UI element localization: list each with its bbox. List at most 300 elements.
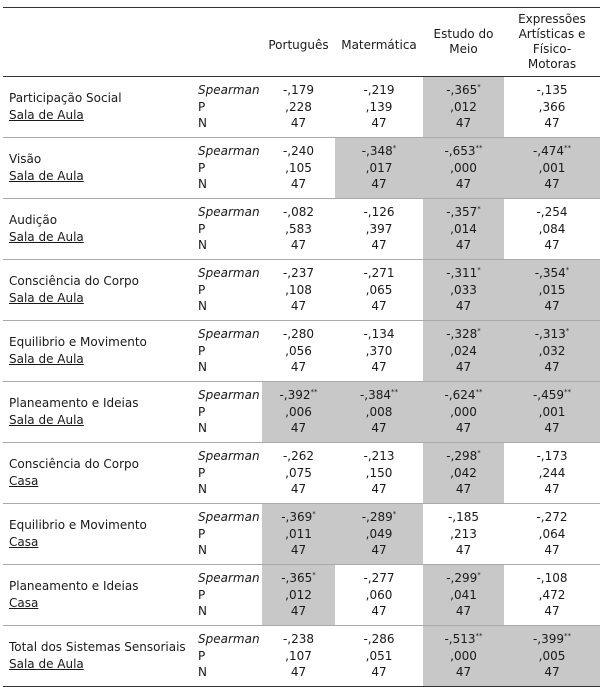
- n-value: 47: [455, 238, 472, 253]
- stat-labels: [196, 138, 262, 199]
- value-cell: [504, 443, 600, 504]
- header-row: [3, 8, 600, 77]
- correlation-table: [3, 7, 600, 687]
- n-value: 47: [290, 360, 307, 375]
- spearman-value: [335, 570, 423, 587]
- value-cell: [423, 626, 504, 687]
- spearman-r: -,298: [446, 449, 478, 464]
- value-cell: [262, 626, 335, 687]
- n-value: 47: [544, 482, 560, 497]
- n-value: 47: [544, 238, 560, 253]
- n-value: 47: [455, 177, 472, 192]
- p-value: ,049: [365, 526, 393, 541]
- p-value: ,005: [538, 648, 566, 663]
- row-label: [3, 626, 196, 687]
- p-value: ,008: [365, 404, 393, 419]
- spearman-r: -,135: [536, 83, 568, 98]
- value-cell: [423, 321, 504, 382]
- stat-label-n: N: [198, 665, 207, 680]
- significance-marker: *: [312, 510, 316, 519]
- header-stat-empty: [196, 8, 262, 77]
- p-value: ,033: [450, 282, 477, 297]
- table-row: [3, 199, 600, 260]
- table-row: [3, 260, 600, 321]
- p-value: ,105: [285, 160, 312, 175]
- significance-marker: *: [477, 571, 481, 580]
- n-value: 47: [371, 482, 387, 497]
- p-value: ,244: [538, 465, 566, 480]
- p-value: ,366: [538, 99, 566, 114]
- row-label: [3, 321, 196, 382]
- spearman-value: [262, 570, 335, 587]
- spearman-r: -,126: [363, 205, 395, 220]
- significance-marker: **: [564, 632, 572, 641]
- value-cell: [335, 77, 423, 138]
- table-body: [3, 77, 600, 687]
- p-value: ,000: [450, 404, 477, 419]
- stat-label-p: P: [198, 526, 206, 541]
- spearman-value: [335, 82, 423, 99]
- spearman-r: -,271: [363, 266, 395, 281]
- n-value: 47: [290, 482, 307, 497]
- stat-labels: [196, 77, 262, 138]
- significance-marker: **: [564, 388, 572, 397]
- spearman-value: [335, 631, 423, 648]
- spearman-r: -,384: [359, 388, 392, 403]
- p-value: ,060: [365, 587, 393, 602]
- stat-label-spearman: Spearman: [198, 327, 260, 342]
- spearman-value: [504, 204, 600, 221]
- p-value: ,397: [365, 221, 393, 236]
- value-cell: [262, 260, 335, 321]
- stat-labels: [196, 443, 262, 504]
- row-label-context: Sala de Aula: [9, 413, 84, 427]
- p-value: ,228: [285, 99, 312, 114]
- n-value: 47: [290, 238, 307, 253]
- table-row: [3, 565, 600, 626]
- stat-labels: [196, 321, 262, 382]
- row-label: [3, 138, 196, 199]
- value-cell: [262, 321, 335, 382]
- spearman-value: [504, 143, 600, 160]
- value-cell: [423, 77, 504, 138]
- p-value: ,051: [365, 648, 393, 663]
- n-value: 47: [371, 177, 387, 192]
- spearman-value: [335, 448, 423, 465]
- p-value: ,001: [538, 160, 566, 175]
- p-value: ,107: [285, 648, 312, 663]
- spearman-r: -,219: [363, 83, 395, 98]
- row-label: [3, 199, 196, 260]
- p-value: ,042: [450, 465, 477, 480]
- row-label: [3, 77, 196, 138]
- row-label-context: Sala de Aula: [9, 352, 84, 366]
- spearman-r: -,653: [444, 144, 476, 159]
- n-value: 47: [371, 665, 387, 680]
- header-col-0: Português: [262, 8, 335, 77]
- spearman-value: [423, 143, 504, 160]
- significance-marker: *: [565, 327, 570, 336]
- table-row: [3, 321, 600, 382]
- n-value: 47: [371, 360, 387, 375]
- spearman-r: -,354: [534, 266, 566, 281]
- spearman-r: -,134: [363, 327, 395, 342]
- row-label-context: Sala de Aula: [9, 169, 84, 183]
- p-value: ,075: [285, 465, 312, 480]
- stat-label-spearman: Spearman: [198, 388, 260, 403]
- spearman-r: -,237: [282, 266, 315, 281]
- stat-label-n: N: [198, 238, 207, 253]
- spearman-r: -,108: [536, 571, 568, 586]
- spearman-value: [262, 265, 335, 282]
- value-cell: [504, 321, 600, 382]
- stat-label-p: P: [198, 404, 206, 419]
- spearman-r: -,311: [446, 266, 478, 281]
- spearman-r: -,082: [282, 205, 315, 220]
- n-value: 47: [290, 421, 307, 436]
- row-label-context: Casa: [9, 596, 39, 610]
- stat-label-spearman: Spearman: [198, 571, 260, 586]
- value-cell: [262, 199, 335, 260]
- value-cell: [262, 565, 335, 626]
- value-cell: [504, 626, 600, 687]
- value-cell: [423, 504, 504, 565]
- row-label: [3, 443, 196, 504]
- row-label: [3, 565, 196, 626]
- spearman-r: -,299: [446, 571, 478, 586]
- row-label-main: Consciência do Corpo: [9, 274, 139, 288]
- n-value: 47: [371, 543, 387, 558]
- row-label-main: Participação Social: [9, 91, 122, 105]
- spearman-value: [335, 265, 423, 282]
- row-label-context: Casa: [9, 535, 39, 549]
- p-value: ,150: [365, 465, 393, 480]
- spearman-r: -,328: [446, 327, 478, 342]
- spearman-value: [504, 326, 600, 343]
- spearman-r: -,185: [447, 510, 480, 525]
- spearman-value: [423, 387, 504, 404]
- spearman-r: -,624: [444, 388, 476, 403]
- p-value: ,064: [538, 526, 566, 541]
- value-cell: [423, 382, 504, 443]
- value-cell: [262, 382, 335, 443]
- spearman-value: [335, 509, 423, 526]
- stat-label-spearman: Spearman: [198, 205, 260, 220]
- spearman-value: [504, 387, 600, 404]
- spearman-value: [423, 82, 504, 99]
- stat-labels: [196, 626, 262, 687]
- value-cell: [423, 138, 504, 199]
- row-label-context: Sala de Aula: [9, 230, 84, 244]
- stat-label-p: P: [198, 160, 206, 175]
- table-row: [3, 382, 600, 443]
- spearman-value: [504, 509, 600, 526]
- stat-label-n: N: [198, 604, 207, 619]
- p-value: ,108: [285, 282, 312, 297]
- spearman-value: [423, 204, 504, 221]
- p-value: ,000: [450, 648, 477, 663]
- n-value: 47: [544, 604, 560, 619]
- n-value: 47: [290, 604, 307, 619]
- spearman-value: [504, 570, 600, 587]
- table-row: [3, 77, 600, 138]
- significance-marker: **: [475, 388, 483, 397]
- header-col-2: Estudo do Meio: [423, 8, 504, 77]
- value-cell: [504, 382, 600, 443]
- spearman-value: [262, 631, 335, 648]
- significance-marker: *: [565, 266, 570, 275]
- p-value: ,012: [450, 99, 477, 114]
- p-value: ,000: [450, 160, 477, 175]
- stat-label-spearman: Spearman: [198, 510, 260, 525]
- spearman-r: -,289: [361, 510, 393, 525]
- row-label-main: Consciência do Corpo: [9, 457, 139, 471]
- value-cell: [335, 199, 423, 260]
- stat-label-spearman: Spearman: [198, 83, 260, 98]
- n-value: 47: [290, 543, 307, 558]
- p-value: ,001: [538, 404, 566, 419]
- spearman-value: [262, 204, 335, 221]
- stat-label-p: P: [198, 99, 206, 114]
- row-label-main: Planeamento e Ideias: [9, 396, 139, 410]
- n-value: 47: [544, 360, 560, 375]
- n-value: 47: [290, 299, 307, 314]
- p-value: ,015: [538, 282, 566, 297]
- spearman-r: -,280: [282, 327, 315, 342]
- value-cell: [335, 504, 423, 565]
- n-value: 47: [544, 543, 560, 558]
- n-value: 47: [290, 177, 307, 192]
- n-value: 47: [544, 177, 560, 192]
- spearman-r: -,369: [281, 510, 313, 525]
- stat-label-p: P: [198, 343, 206, 358]
- stat-labels: [196, 260, 262, 321]
- stat-label-p: P: [198, 648, 206, 663]
- value-cell: [262, 443, 335, 504]
- spearman-r: -,513: [444, 632, 476, 647]
- n-value: 47: [455, 482, 472, 497]
- header-col-3: Expressões Artísticas e Físico-Motoras: [504, 8, 600, 77]
- spearman-r: -,173: [536, 449, 568, 464]
- stat-label-spearman: Spearman: [198, 632, 260, 647]
- p-value: ,006: [285, 404, 312, 419]
- value-cell: [262, 504, 335, 565]
- spearman-r: -,286: [363, 632, 395, 647]
- p-value: ,041: [450, 587, 477, 602]
- n-value: 47: [455, 604, 472, 619]
- value-cell: [504, 77, 600, 138]
- value-cell: [335, 138, 423, 199]
- stat-label-n: N: [198, 177, 207, 192]
- spearman-value: [504, 265, 600, 282]
- spearman-r: -,365: [446, 83, 478, 98]
- n-value: 47: [290, 665, 307, 680]
- value-cell: [335, 565, 423, 626]
- spearman-value: [423, 326, 504, 343]
- p-value: ,472: [538, 587, 566, 602]
- table-row: [3, 504, 600, 565]
- spearman-r: -,357: [446, 205, 478, 220]
- spearman-r: -,348: [361, 144, 393, 159]
- spearman-value: [423, 265, 504, 282]
- significance-marker: *: [477, 449, 481, 458]
- stat-label-n: N: [198, 421, 207, 436]
- p-value: ,012: [285, 587, 312, 602]
- spearman-r: -,313: [534, 327, 566, 342]
- spearman-value: [335, 143, 423, 160]
- spearman-r: -,254: [536, 205, 568, 220]
- p-value: ,024: [450, 343, 477, 358]
- spearman-r: -,213: [363, 449, 395, 464]
- row-label-main: Equilibrio e Movimento: [9, 335, 147, 349]
- spearman-value: [423, 509, 504, 526]
- row-label-main: Total dos Sistemas Sensoriais: [9, 640, 186, 654]
- spearman-r: -,238: [282, 632, 315, 647]
- row-label-main: Visão: [9, 152, 42, 166]
- p-value: ,139: [365, 99, 393, 114]
- p-value: ,014: [450, 221, 477, 236]
- header-col-1: Matermática: [335, 8, 423, 77]
- spearman-r: -,399: [532, 632, 565, 647]
- significance-marker: **: [475, 144, 483, 153]
- value-cell: [423, 260, 504, 321]
- n-value: 47: [544, 665, 560, 680]
- spearman-r: -,179: [282, 83, 315, 98]
- stat-label-p: P: [198, 221, 206, 236]
- p-value: ,084: [538, 221, 566, 236]
- value-cell: [335, 382, 423, 443]
- stat-label-n: N: [198, 543, 207, 558]
- spearman-value: [262, 448, 335, 465]
- n-value: 47: [290, 116, 307, 131]
- significance-marker: **: [391, 388, 399, 397]
- spearman-value: [423, 448, 504, 465]
- spearman-value: [262, 509, 335, 526]
- n-value: 47: [371, 116, 387, 131]
- row-label-main: Planeamento e Ideias: [9, 579, 139, 593]
- significance-marker: *: [312, 571, 316, 580]
- p-value: ,056: [285, 343, 312, 358]
- n-value: 47: [455, 665, 472, 680]
- n-value: 47: [371, 299, 387, 314]
- row-label-context: Casa: [9, 474, 39, 488]
- row-label-context: Sala de Aula: [9, 291, 84, 305]
- stat-labels: [196, 199, 262, 260]
- p-value: ,017: [365, 160, 393, 175]
- p-value: ,213: [450, 526, 477, 541]
- row-label-context: Sala de Aula: [9, 108, 84, 122]
- value-cell: [423, 443, 504, 504]
- stat-labels: [196, 504, 262, 565]
- stat-label-spearman: Spearman: [198, 266, 260, 281]
- spearman-value: [504, 82, 600, 99]
- significance-marker: *: [477, 205, 481, 214]
- n-value: 47: [455, 116, 472, 131]
- spearman-value: [423, 631, 504, 648]
- significance-marker: **: [564, 144, 572, 153]
- n-value: 47: [371, 238, 387, 253]
- spearman-r: -,392: [279, 388, 311, 403]
- spearman-value: [335, 326, 423, 343]
- row-label-context: Sala de Aula: [9, 657, 84, 671]
- value-cell: [423, 565, 504, 626]
- value-cell: [423, 199, 504, 260]
- spearman-r: -,474: [532, 144, 565, 159]
- stat-labels: [196, 565, 262, 626]
- n-value: 47: [544, 299, 560, 314]
- header-empty: [3, 8, 196, 77]
- spearman-r: -,240: [282, 144, 315, 159]
- n-value: 47: [371, 604, 387, 619]
- value-cell: [335, 260, 423, 321]
- stat-label-n: N: [198, 299, 207, 314]
- spearman-r: -,272: [536, 510, 568, 525]
- value-cell: [504, 260, 600, 321]
- spearman-value: [504, 448, 600, 465]
- stat-label-n: N: [198, 360, 207, 375]
- table-row: [3, 138, 600, 199]
- stat-label-spearman: Spearman: [198, 144, 260, 159]
- value-cell: [504, 199, 600, 260]
- p-value: ,032: [538, 343, 566, 358]
- p-value: ,065: [365, 282, 393, 297]
- spearman-r: -,277: [363, 571, 395, 586]
- p-value: ,370: [365, 343, 393, 358]
- spearman-value: [262, 387, 335, 404]
- value-cell: [262, 77, 335, 138]
- significance-marker: *: [477, 266, 481, 275]
- spearman-value: [335, 204, 423, 221]
- stat-label-p: P: [198, 587, 206, 602]
- spearman-r: -,459: [532, 388, 565, 403]
- row-label: [3, 504, 196, 565]
- spearman-value: [423, 570, 504, 587]
- stat-label-p: P: [198, 282, 206, 297]
- stat-label-n: N: [198, 482, 207, 497]
- value-cell: [504, 504, 600, 565]
- spearman-value: [262, 82, 335, 99]
- significance-marker: *: [477, 327, 481, 336]
- row-label-main: Audição: [9, 213, 58, 227]
- value-cell: [335, 626, 423, 687]
- spearman-r: -,262: [282, 449, 315, 464]
- table-row: [3, 626, 600, 687]
- stat-label-n: N: [198, 116, 207, 131]
- value-cell: [504, 565, 600, 626]
- n-value: 47: [455, 543, 472, 558]
- spearman-value: [335, 387, 423, 404]
- significance-marker: *: [392, 144, 397, 153]
- spearman-value: [262, 143, 335, 160]
- n-value: 47: [371, 421, 387, 436]
- stat-labels: [196, 382, 262, 443]
- stat-label-spearman: Spearman: [198, 449, 260, 464]
- p-value: ,011: [285, 526, 312, 541]
- value-cell: [504, 138, 600, 199]
- row-label: [3, 382, 196, 443]
- n-value: 47: [455, 360, 472, 375]
- significance-marker: **: [310, 388, 318, 397]
- n-value: 47: [544, 116, 560, 131]
- spearman-value: [262, 326, 335, 343]
- value-cell: [262, 138, 335, 199]
- spearman-value: [504, 631, 600, 648]
- row-label-main: Equilibrio e Movimento: [9, 518, 147, 532]
- n-value: 47: [455, 421, 472, 436]
- row-label: [3, 260, 196, 321]
- table-row: [3, 443, 600, 504]
- significance-marker: *: [477, 83, 481, 92]
